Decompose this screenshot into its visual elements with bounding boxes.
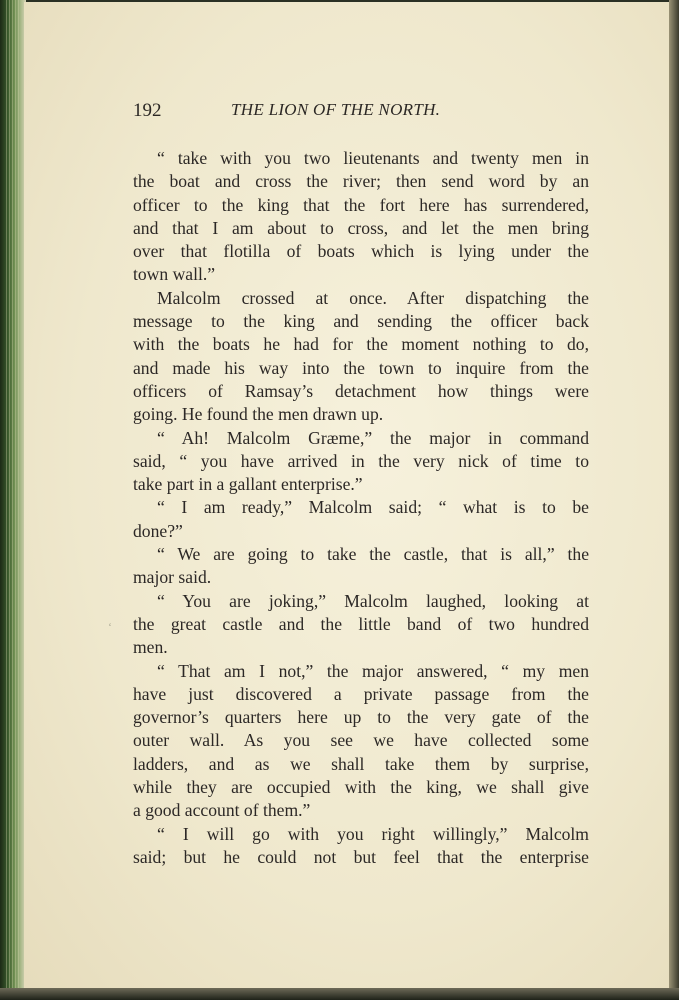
- text-line: governor’s quarters here up to the very gate of the: [133, 707, 589, 728]
- text-line: major said.: [133, 567, 212, 588]
- text-line: while they are occupied with the king, we shall give: [133, 777, 589, 798]
- page-shadow-bottom: [0, 988, 679, 1000]
- running-title: THE LION OF THE NORTH.: [231, 100, 441, 119]
- text-line: the great castle and the little band of two hundred: [133, 613, 589, 634]
- page-header: [133, 100, 593, 126]
- text-line: and that I am about to cross, and let the men bring: [133, 217, 589, 238]
- body-text: [133, 147, 589, 869]
- text-line: said; but he could not but feel that the enterprise: [133, 846, 589, 867]
- text-line: a good account of them.”: [133, 800, 311, 821]
- text-line: “ We are going to take the castle, that is all,” the: [157, 544, 589, 565]
- text-line: take part in a gallant enterprise.”: [133, 474, 363, 495]
- text-line: officers of Ramsay’s detachment how things were: [133, 380, 589, 401]
- text-line: “ Ah! Malcolm Græme,” the major in command: [157, 427, 589, 448]
- text-line: “ I will go with you right willingly,” Malcolm: [157, 823, 589, 844]
- text-line: and made his way into the town to inquire from the: [133, 357, 589, 378]
- text-line: done?”: [133, 520, 183, 541]
- text-line: “ That am I not,” the major answered, “ my men: [157, 660, 589, 681]
- text-line: ladders, and as we shall take them by surprise,: [133, 753, 589, 774]
- text-line: over that flotilla of boats which is lying under the: [133, 241, 589, 262]
- text-line: “ I am ready,” Malcolm said; “ what is to be: [157, 497, 589, 518]
- text-line: have just discovered a private passage from the: [133, 683, 589, 704]
- page-shadow-right: [669, 0, 679, 1000]
- text-line: the boat and cross the river; then send word by an: [133, 171, 589, 192]
- text-line: officer to the king that the fort here has surrendered,: [133, 194, 589, 215]
- text-line: town wall.”: [133, 264, 216, 285]
- text-line: said, “ you have arrived in the very nick of time to: [133, 450, 589, 471]
- text-line: “ You are joking,” Malcolm laughed, looking at: [157, 590, 589, 611]
- margin-mark: ‘: [108, 620, 112, 634]
- text-line: men.: [133, 637, 168, 658]
- text-line: outer wall. As you see we have collected some: [133, 730, 589, 751]
- text-line: message to the king and sending the officer back: [133, 311, 589, 332]
- page-number: 192: [133, 100, 162, 121]
- text-line: “ take with you two lieutenants and twenty men in: [157, 148, 589, 168]
- page-edges: [6, 0, 20, 1000]
- text-line: with the boats he had for the moment nothing to do,: [133, 334, 589, 355]
- text-line: Malcolm crossed at once. After dispatching the: [157, 287, 589, 308]
- text-line: going. He found the men drawn up.: [133, 404, 384, 425]
